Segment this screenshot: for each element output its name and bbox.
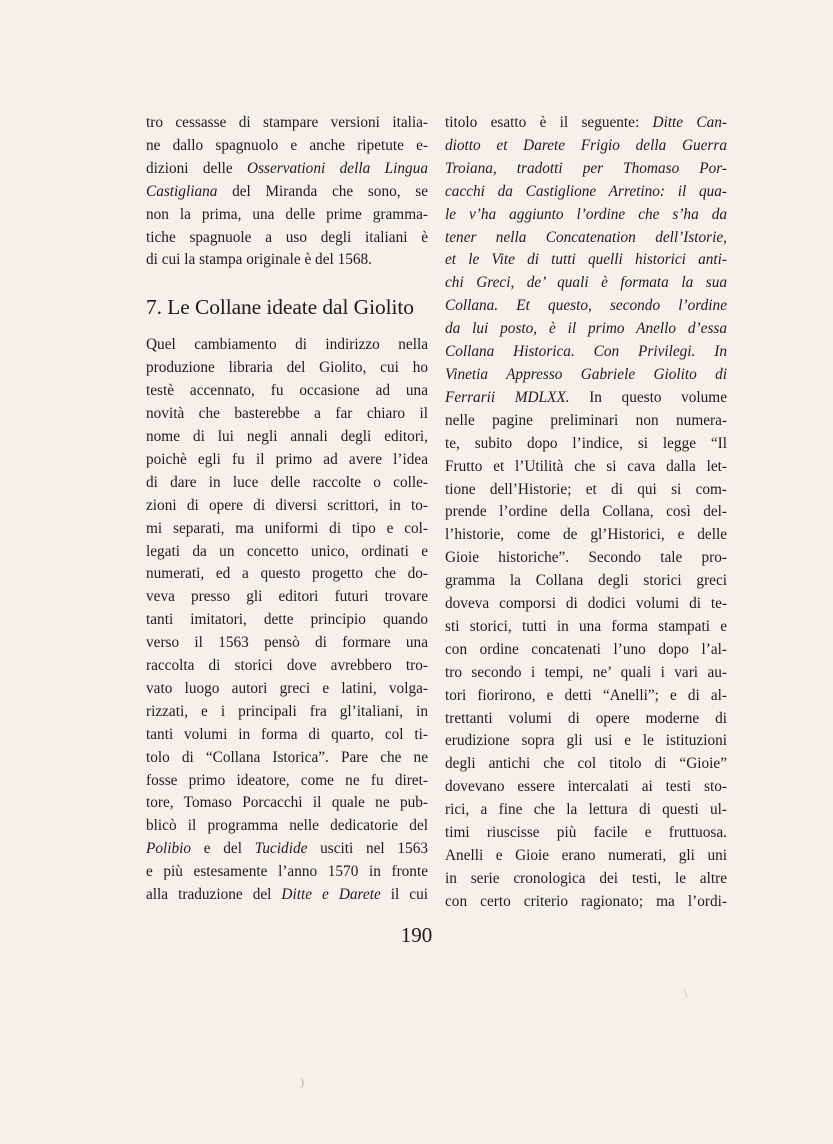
text-line: tori fiorirono, e detti “Anelli”; e di al- <box>445 686 727 704</box>
text-line: timi riuscisse più facile e fruttuosa. <box>445 824 727 842</box>
text-line: dizioni delle Osservationi della Lingua <box>146 159 428 177</box>
text-line: tener nella Concatenation dell’Istorie, <box>445 228 727 246</box>
text-line: rizzati, e i principali fra gl’italiani, in <box>146 702 428 720</box>
text-line: nelle pagine preliminari non numera- <box>445 411 727 429</box>
text-line: e più estesamente l’anno 1570 in fronte <box>146 863 428 881</box>
text-line: te, subito dopo l’indice, si legge “Il <box>445 434 727 452</box>
text-line: tro cessasse di stampare versioni italia- <box>146 114 428 131</box>
text-line: mi separati, ma uniformi di tipo e col- <box>146 519 428 537</box>
right-column <box>445 112 727 914</box>
text-line: chi Greci, de’ quali è formata la sua <box>445 274 727 292</box>
text-line: trettanti volumi di opere moderne di <box>445 709 727 727</box>
text-line: Castigliana del Miranda che sono, se <box>146 182 428 200</box>
text-line: tolo di “Collana Istorica”. Pare che ne <box>146 748 428 766</box>
text-line: di dare in luce delle raccolte o colle- <box>146 473 428 491</box>
text-line: Collana. Et questo, secondo l’ordine <box>445 297 727 315</box>
text-line: et le Vite di tutti quelli historici anti- <box>445 251 727 269</box>
left-column <box>146 112 428 907</box>
paper-speck: ) <box>300 1075 304 1089</box>
text-line: ne dallo spagnuolo e anche ripetute e- <box>146 136 428 154</box>
text-line: di cui la stampa originale è del 1568. <box>146 251 372 269</box>
text-line: dovevano essere intercalati ai testi sto- <box>445 778 727 796</box>
text-line: con ordine concatenati l’uno dopo l’al- <box>445 640 727 658</box>
text-line: Troiana, tradotti per Thomaso Por- <box>445 159 727 177</box>
text-line: tro secondo i tempi, ne’ quali i vari au- <box>445 663 727 681</box>
text-line: alla traduzione del Ditte e Darete il cui <box>146 886 428 904</box>
text-line: Anelli e Gioie erano numerati, gli uni <box>445 847 727 864</box>
text-line: Frutto et l’Utilità che si cava dalla let- <box>445 457 727 475</box>
page-number: 190 <box>400 923 433 947</box>
text-line: le v’ha aggiunto l’ordine che s’ha da <box>445 205 727 223</box>
text-line: diotto et Darete Frigio della Guerra <box>445 136 727 154</box>
text-line: gramma la Collana degli storici greci <box>445 572 727 590</box>
text-line: non la prima, una delle prime gramma- <box>146 205 428 223</box>
text-line: legati da un concetto unico, ordinati e <box>146 542 428 560</box>
text-line: raccolta di storici dove avrebbero tro- <box>146 657 428 675</box>
text-line: vato luogo autori greci e latini, volga- <box>146 679 428 697</box>
text-line: Polibio e del Tucidide usciti nel 1563 <box>146 840 428 858</box>
text-line: titolo esatto è il seguente: Ditte Can- <box>445 114 727 131</box>
text-line: Quel cambiamento di indirizzo nella <box>146 336 428 354</box>
text-line: blicò il programma nelle dedicatorie del <box>146 817 428 835</box>
text-line: tore, Tomaso Porcacchi il quale ne pub- <box>146 794 428 812</box>
text-line: degli antichi che col titolo di “Gioie” <box>445 755 727 773</box>
text-line: Collana Historica. Con Privilegi. In <box>445 343 727 361</box>
text-line: verso il 1563 pensò di formare una <box>146 634 428 652</box>
text-line: novità che basterebbe a far chiaro il <box>146 405 428 423</box>
text-line: numerati, ed a questo progetto che do- <box>146 565 428 583</box>
text-line: rici, a fine che la lettura di questi ul- <box>445 801 727 819</box>
text-line: l’historie, come de gl’Historici, e delle <box>445 526 727 544</box>
text-line: da lui posto, è il primo Anello d’essa <box>445 320 727 338</box>
text-line: veva presso gli editori futuri trovare <box>146 588 428 606</box>
section-heading: 7. Le Collane ideate dal Giolito <box>146 295 414 320</box>
text-line: testè accennato, fu occasione ad una <box>146 382 428 400</box>
text-line: in serie cronologica dei testi, le altre <box>445 869 727 887</box>
text-line: Ferrarii MDLXX. In questo volume <box>445 388 727 406</box>
text-line: Gioie historiche”. Secondo tale pro- <box>445 549 727 567</box>
text-line: tione dell’Historie; et di qui si com- <box>445 480 727 498</box>
text-line: erudizione sopra gli usi e le istituzioni <box>445 732 727 750</box>
paper-speck: \ <box>684 986 688 1000</box>
text-line: produzione libraria del Giolito, cui ho <box>146 359 428 377</box>
text-line: cacchi da Castiglione Arretino: il qua- <box>445 182 727 200</box>
text-line: nome di lui negli annali degli editori, <box>146 427 428 445</box>
text-line: tiche spagnuole a uso degli italiani è <box>146 228 428 246</box>
text-line: tanti volumi in forma di quarto, col ti- <box>146 725 428 743</box>
text-line: con certo criterio ragionato; ma l’ordi- <box>445 892 727 910</box>
text-line: doveva comporsi di dodici volumi di te- <box>445 595 727 613</box>
text-line: sti storici, tutti in una forma stampati e <box>445 617 727 635</box>
text-line: prende l’ordine della Collana, così del- <box>445 503 727 521</box>
text-line: zioni di opere di diversi scrittori, in to- <box>146 496 428 514</box>
text-line: poichè egli fu il primo ad avere l’idea <box>146 450 428 468</box>
text-line: tanti imitatori, dette principio quando <box>146 611 428 629</box>
text-line: Vinetia Appresso Gabriele Giolito di <box>445 365 727 383</box>
text-line: fosse primo ideatore, come ne fu diret- <box>146 771 428 789</box>
